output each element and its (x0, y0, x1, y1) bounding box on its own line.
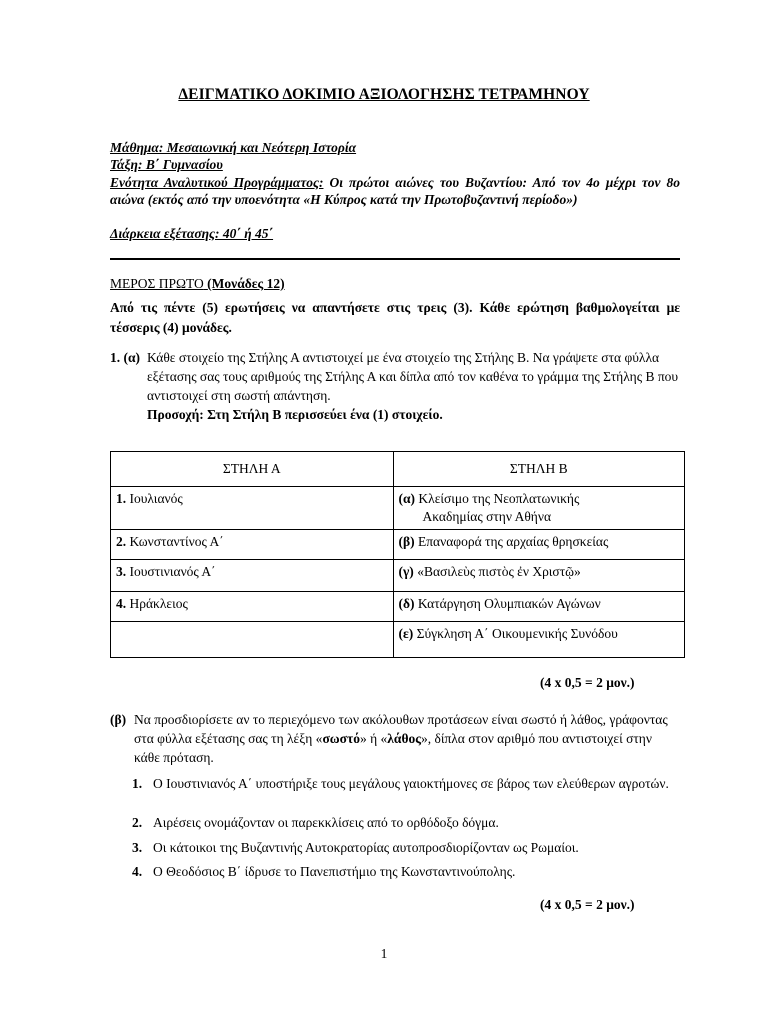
row-b-text: «Βασιλεὺς πιστὸς ἐν Χριστῷ» (417, 564, 581, 579)
row-b-text-cont: Ακαδημίας στην Αθήνα (422, 509, 552, 524)
row-label: (β) (398, 534, 415, 549)
row-b-text: Σύγκληση Α΄ Οικουμενικής Συνόδου (416, 626, 618, 641)
column-a-cell (111, 530, 394, 560)
question-1a-text: Κάθε στοιχείο της Στήλης Α αντιστοιχεί με ένα στοιχείο της Στήλης Β. Να γράψετε στα φύλλα εξέτασης σας τους αριθμούς της Στήλης Α και δίπλα από τον καθένα το γράμμα της Στήλης Β που αντιστοιχεί στη σωστή απάντηση. (147, 350, 679, 403)
statement-number: 1. (132, 776, 143, 791)
question-1a-number: 1. (α) (110, 350, 141, 365)
row-label: (ε) (398, 626, 414, 641)
table-header-row (111, 452, 685, 487)
question-1b-text-3: », δίπλα στον αριθμό που αντιστοιχεί στην κάθε πρόταση. (134, 731, 652, 765)
column-b-header: ΣΤΗΛΗ Β (393, 452, 685, 487)
row-a-text: Ηράκλειος (129, 596, 188, 611)
statement-text: Ο Θεοδόσιος Β΄ ίδρυσε το Πανεπιστήμιο της Κωνσταντινούπολης. (153, 864, 516, 879)
row-label: (γ) (398, 564, 414, 579)
question-1b-label: (β) (110, 712, 127, 727)
unit-line (110, 174, 680, 208)
statement-item (132, 862, 680, 881)
duration-line (110, 225, 680, 242)
row-a-text: Ιουστινιανός Α΄ (129, 564, 216, 579)
table-row (111, 530, 685, 560)
class-line (110, 156, 680, 173)
question-1b-body (134, 710, 680, 767)
question-1b-text-1: Να προσδιορίσετε αν το περιεχόμενο των ακόλουθων προτάσεων είναι σωστό ή λάθος, γράφοντας στα φύλλα εξέτασης σας τη λέξη « (134, 712, 668, 746)
statement-text: Ο Ιουστινιανός Α΄ υποστήριξε τους μεγάλους γαιοκτήμονες σε βάρος των ελεύθερων αγροτών. (153, 776, 669, 791)
word-wrong: λάθος (387, 731, 421, 746)
part-one-title (110, 276, 285, 292)
score-part-b: (4 x 0,5 = 2 μον.) (540, 897, 635, 912)
column-b-cell (393, 560, 685, 592)
row-label: (δ) (398, 596, 415, 611)
document-title: ΔΕΙΓΜΑΤΙΚΟ ΔΟΚΙΜΙΟ ΑΞΙΟΛΟΓΗΣΗΣ ΤΕΤΡΑΜΗΝΟΥ (178, 86, 590, 103)
unit-text: Οι πρώτοι αιώνες του Βυζαντίου: Από τον 4ο μέχρι τον 8ο αιώνα (εκτός από την υποενότητα «Η Κύπρος κατά την Πρωτοβυζαντινή περίοδο») (110, 175, 680, 207)
question-1a (110, 348, 680, 424)
table-row (111, 592, 685, 622)
column-b-cell (393, 622, 685, 658)
matching-table (110, 451, 685, 658)
question-1a-note: Προσοχή: Στη Στήλη Β περισσεύει ένα (1) στοιχείο. (147, 407, 443, 422)
row-b-text: Κατάργηση Ολυμπιακών Αγώνων (417, 596, 601, 611)
subject-text: Μάθημα: Μεσαιωνική και Νεότερη Ιστορία (110, 140, 357, 155)
question-1b-text-2: » ή « (359, 731, 388, 746)
column-b-cell (393, 487, 685, 530)
table-row (111, 560, 685, 592)
statement-number: 4. (132, 864, 143, 879)
score-part-a: (4 x 0,5 = 2 μον.) (540, 675, 635, 690)
column-a-cell (111, 560, 394, 592)
class-text: Τάξη: Β΄ Γυμνασίου (110, 157, 223, 172)
column-a-header: ΣΤΗΛΗ Α (111, 452, 394, 487)
header-divider (110, 258, 680, 260)
subject-line (110, 139, 680, 156)
statement-number: 3. (132, 840, 143, 855)
statement-text: Αιρέσεις ονομάζονταν οι παρεκκλίσεις από το ορθόδοξο δόγμα. (153, 815, 499, 830)
row-b-text: Επαναφορά της αρχαίας θρησκείας (417, 534, 609, 549)
row-a-text: Κωνσταντίνος Α΄ (129, 534, 224, 549)
question-1b (110, 710, 680, 767)
unit-label: Ενότητα Αναλυτικού Προγράμματος: (110, 175, 324, 190)
row-label: (α) (398, 491, 416, 506)
column-a-cell (111, 622, 394, 658)
row-number: 1. (116, 491, 127, 506)
part-one-points: (Μονάδες 12) (207, 276, 285, 291)
part-one-title-prefix: ΜΕΡΟΣ ΠΡΩΤΟ (110, 276, 204, 291)
statement-number: 2. (132, 815, 143, 830)
word-correct: σωστό (322, 731, 360, 746)
row-number: 3. (116, 564, 127, 579)
page-number: 1 (380, 946, 388, 961)
table-row (111, 622, 685, 658)
question-1a-body (147, 348, 680, 424)
statement-item (132, 838, 680, 857)
statement-text: Οι κάτοικοι της Βυζαντινής Αυτοκρατορίας αυτοπροσδιορίζονταν ως Ρωμαίοι. (153, 840, 579, 855)
column-a-cell (111, 592, 394, 622)
row-number: 2. (116, 534, 127, 549)
statement-item (132, 774, 680, 793)
row-a-text: Ιουλιανός (129, 491, 183, 506)
row-b-text: Κλείσιμο της Νεοπλατωνικής (418, 491, 580, 506)
column-b-cell (393, 592, 685, 622)
column-b-cell (393, 530, 685, 560)
table-row (111, 487, 685, 530)
part-one-instructions: Από τις πέντε (5) ερωτήσεις να απαντήσετε στις τρεις (3). Κάθε ερώτηση βαθμολογείται με τέσσερις (4) μονάδες. (110, 300, 680, 335)
duration-text: Διάρκεια εξέτασης: 40΄ ή 45΄ (110, 226, 274, 241)
statement-item (132, 813, 680, 832)
column-a-cell (111, 487, 394, 530)
row-number: 4. (116, 596, 127, 611)
